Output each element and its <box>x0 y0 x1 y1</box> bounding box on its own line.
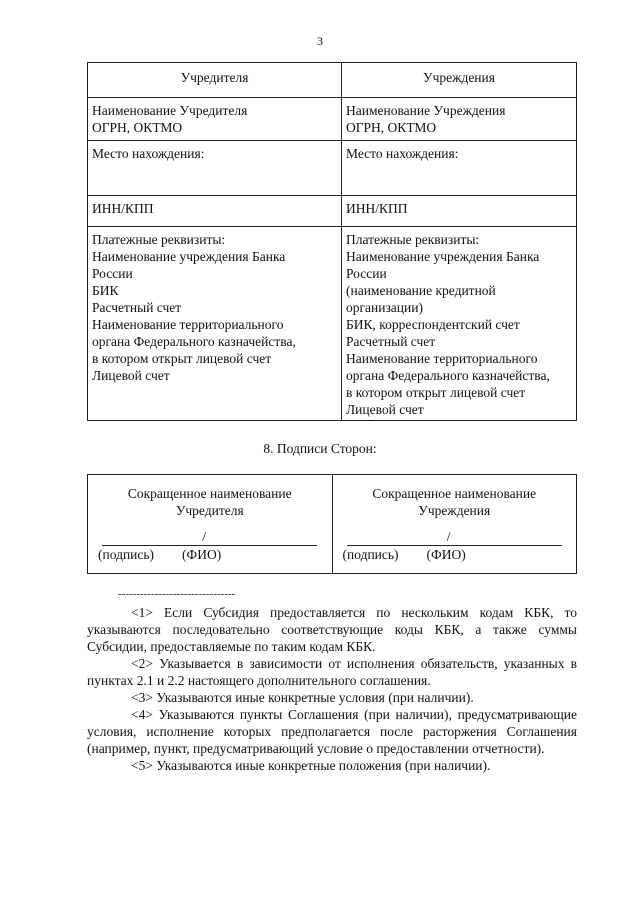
fio-label: (ФИО) <box>426 547 466 562</box>
signature-slash: / <box>446 529 451 544</box>
table-row <box>88 141 577 196</box>
signature-cell-founder <box>88 475 333 574</box>
cell-line: Наименование Учредителя <box>92 103 248 118</box>
cell-line: в котором открыт лицевой счет <box>346 385 526 400</box>
signature-labels <box>92 546 328 563</box>
cell-line: ОГРН, ОКТМО <box>346 120 437 135</box>
cell-line: организации) <box>346 300 423 315</box>
header-founder: Учредителя <box>88 63 342 98</box>
cell-line: органа Федерального казначейства, <box>92 334 296 349</box>
cell-line: России <box>346 266 387 281</box>
signature-title-line: Сокращенное наименование <box>372 486 537 501</box>
cell-line: Платежные реквизиты: <box>346 232 480 247</box>
cell-line: Расчетный счет <box>92 300 182 315</box>
signatures-table <box>87 474 577 574</box>
cell-line: ОГРН, ОКТМО <box>92 120 183 135</box>
fio-label: (ФИО) <box>182 547 222 562</box>
cell-line: ИНН/КПП <box>92 201 154 216</box>
signature-slash: / <box>202 529 207 544</box>
footnotes <box>87 604 577 774</box>
page-number: 3 <box>317 34 323 48</box>
cell-line: (наименование кредитной <box>346 283 496 298</box>
cell-right <box>342 141 577 196</box>
cell-right <box>342 196 577 227</box>
cell-line: Наименование учреждения Банка <box>346 249 540 264</box>
signature-line <box>102 527 317 546</box>
cell-line: в котором открыт лицевой счет <box>92 351 272 366</box>
cell-line: БИК <box>92 283 119 298</box>
table-header-row <box>88 63 577 98</box>
signature-title-line: Учредителя <box>175 503 244 518</box>
signature-title-line: Сокращенное наименование <box>127 486 292 501</box>
footnote-5: <5> Указываются иные конкретные положения (при наличии). <box>131 758 491 773</box>
cell-line: Расчетный счет <box>346 334 436 349</box>
table-row <box>88 196 577 227</box>
table-row <box>88 475 577 574</box>
footnote-1: <1> Если Субсидия предоставляется по нескольким кодам КБК, то указываются последовательно соответствующие коды КБК, а также суммы Субсидии, предоставляемые по таким кодам КБК. <box>87 605 577 654</box>
table-row <box>88 227 577 421</box>
section-title: 8. Подписи Сторон: <box>263 441 377 456</box>
cell-line: Лицевой счет <box>92 368 170 383</box>
signature-cell-institution <box>332 475 577 574</box>
cell-line: Наименование Учреждения <box>346 103 506 118</box>
sign-label: (подпись) <box>342 547 399 562</box>
footnote-4: <4> Указываются пункты Соглашения (при наличии), предусматривающие условия, исполнение которых предполагается после расторжения Соглашения (например, пункт, предусматривающий условие о предоставлении отчетности). <box>87 707 577 756</box>
cell-left <box>88 227 342 421</box>
table-row <box>88 98 577 141</box>
footnote-3: <3> Указываются иные конкретные условия (при наличии). <box>131 690 474 705</box>
cell-line: Наименование учреждения Банка <box>92 249 286 264</box>
cell-line: России <box>92 266 133 281</box>
cell-line: Наименование территориального <box>346 351 538 366</box>
cell-line: Место нахождения: <box>92 146 205 161</box>
cell-line: Платежные реквизиты: <box>92 232 226 247</box>
cell-line: органа Федерального казначейства, <box>346 368 550 383</box>
cell-right <box>342 227 577 421</box>
cell-line: Лицевой счет <box>346 402 424 417</box>
header-institution: Учреждения <box>342 63 577 98</box>
signature-title-line: Учреждения <box>418 503 491 518</box>
cell-line: БИК, корреспондентский счет <box>346 317 520 332</box>
requisites-table <box>87 62 577 421</box>
signature-labels <box>337 546 573 563</box>
footnote-separator: -------------------------------- <box>118 588 236 600</box>
cell-line: Место нахождения: <box>346 146 459 161</box>
cell-left <box>88 196 342 227</box>
signature-line <box>347 527 562 546</box>
sign-label: (подпись) <box>98 547 155 562</box>
cell-line: Наименование территориального <box>92 317 284 332</box>
cell-line: ИНН/КПП <box>346 201 408 216</box>
cell-left <box>88 141 342 196</box>
footnote-2: <2> Указывается в зависимости от исполнения обязательств, указанных в пунктах 2.1 и 2.2 настоящего дополнительного соглашения. <box>87 656 577 688</box>
cell-left <box>88 98 342 141</box>
cell-right <box>342 98 577 141</box>
